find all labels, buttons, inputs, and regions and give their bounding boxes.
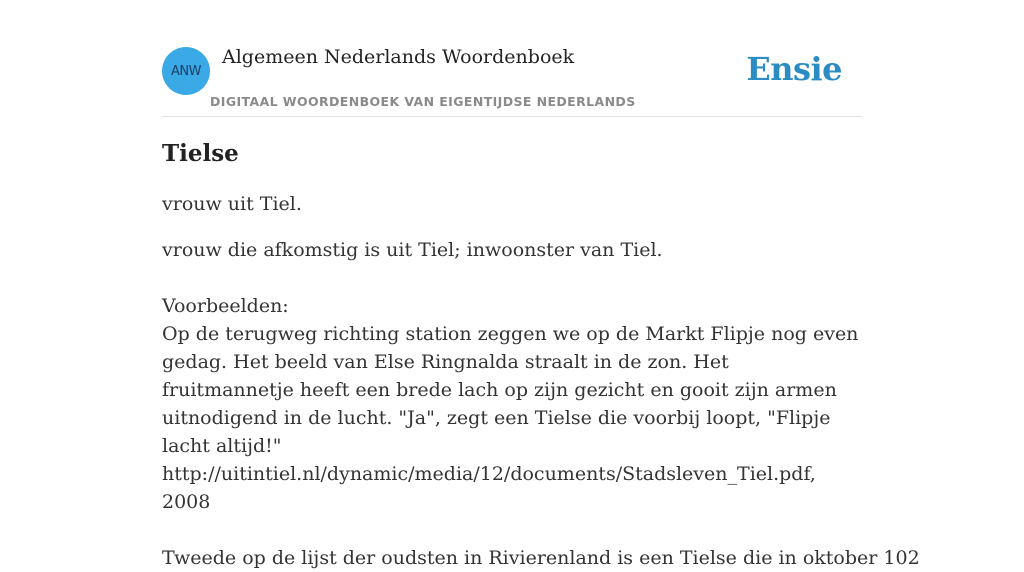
example-source: http://uitintiel.nl/dynamic/media/12/documents/Stadsleven_Tiel.pdf, 2008: [162, 463, 816, 513]
example-text: Op de terugweg richting station zeggen we op de Markt Flipje nog even gedag. Het beeld van Else Ringnalda straalt in de zon. Het fruitmannetje heeft een brede lach op zijn gezicht en gooit zijn armen uitnodigend in de lucht. "Ja", zegt een Tielse die voorbij loopt, "Flipje lacht altijd!": [162, 323, 859, 457]
example-text: Tweede op de lijst der oudsten in Rivierenland is een Tielse die in oktober 102: [162, 547, 920, 569]
site-header: [162, 0, 862, 117]
ensie-brand-logo[interactable]: Ensie: [746, 50, 842, 88]
examples-label: Voorbeelden:: [162, 295, 289, 317]
short-definition: vrouw uit Tiel.: [162, 193, 302, 215]
site-title[interactable]: Algemeen Nederlands Woordenboek: [222, 46, 575, 68]
logo-text: ANW: [171, 63, 201, 79]
site-subtitle: DIGITAAL WOORDENBOEK VAN EIGENTIJDSE NEDERLANDS: [210, 94, 636, 109]
headword: Tielse: [162, 140, 239, 167]
long-definition: vrouw die afkomstig is uit Tiel; inwoonster van Tiel.: [162, 239, 663, 261]
anw-logo[interactable]: [162, 47, 210, 95]
entry-content: [162, 138, 920, 572]
